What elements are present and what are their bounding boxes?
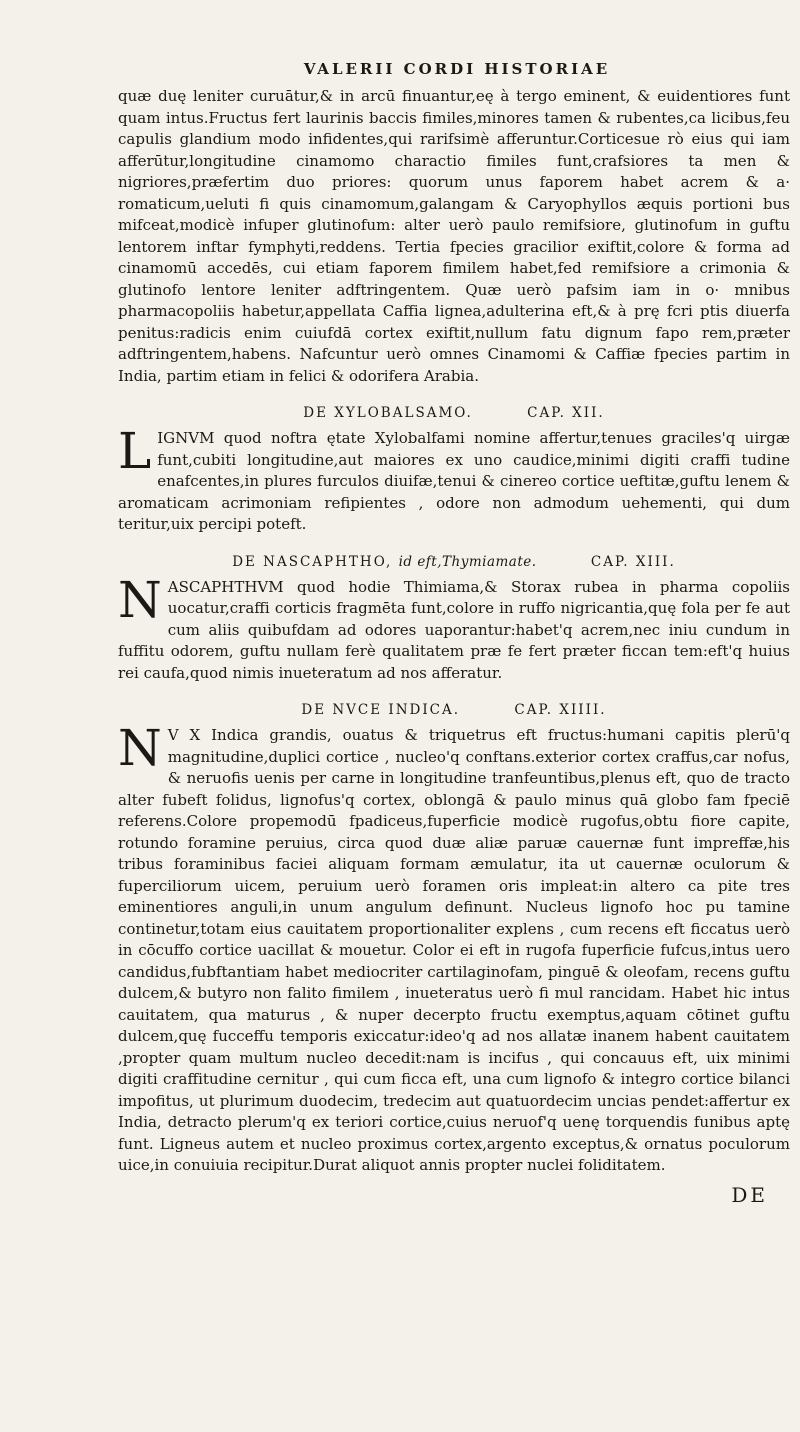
section-heading xyxy=(118,554,790,570)
section-text: V X Indica grandis, ouatus & triquetrus eft fructus:humani capitis plerū'q magnitudine,duplici cortice , nucleo'q conftans.exterior cortex craffus,car nofus, & neruofis uenis per carne in longitudine tranfeuntibus,plenus eft, quo de tracto alter fubeft folidus, lignofus'q cortex, oblongā & paulo minus quā globo fam fpeciē referens.Colore propemodū fpadiceus,fuperficie modicè rugofus,obtu fiore capite, rotundo foramine peruius, circa quod duæ aliæ paruæ cauernæ funt impreffæ,his tribus foraminibus faciei aliquam formam æmulatur, ita ut cauernæ oculorum & fuperciliorum uicem, peruium uerò foramen oris impleat:in altero ca pite tres eminentiores anguli,in unum angulum definunt. Nucleus lignofo hoc pu tamine continetur,totam eius cauitatem proportionaliter explens , cum recens eft ficcatus uerò in cōcuffo cortice uacillat & mouetur. Color ei eft in rugofa fuperficie fufcus,intus uero candidus,fubftantiam habet mediocriter cartilaginofam, pinguē & oleofam, recens guftu dulcem,& butyro non falito fimilem , inueteratus uerò fi mul rancidam. Habet hic intus cauitatem, qua maturus , & nuper decerpto fructu exemptus,aquam cōtinet guftu dulcem,quę fucceffu temporis exiccatur:ideo'q ad nos allatæ inanem habent cauitatem ,propter quam multum nucleo decedit:nam is incifus , qui concauus eft, uix minimi digiti craffitudine cernitur , qui cum ficca eft, una cum lignofo & integro cortice bilanci impofitus, ut plurimum duodecim, tredecim aut quatuordecim uncias pendet:affertur ex India, detracto plerum'q ex teriori cortice,cuius neruof'q uenę torquendis funibus aptę funt. Ligneus autem et nucleo proximus cortex,argento exceptus,& ornatus poculorum uice,in conuiuia recipitur.Durat aliquot annis propter nuclei foliditatem. xyxy=(118,726,790,1174)
intro-paragraph: quæ duę leniter curuātur,& in arcū finuantur,eę à tergo eminent, & euidentiores funt quam intus.Fructus fert laurinis baccis fimiles,minores tamen & rubentes,ca licibus,feu capulis glandium modo infidentes,qui rarifsimè afferuntur.Corticesue rò eius qui iam afferūtur,longitudine cinamomo charactio fimiles funt,crafsiores ta men & nigriores,præfertim duo priores: quorum unus faporem habet acrem & a· romaticum,ueluti fi quis cinamomum,galangam & Caryophyllos æquis portioni bus mifceat,modicè infuper glutinofum: alter uerò paulo remifsiore, glutinofum in guftu lentorem inftar fymphyti,reddens. Tertia fpecies gracilior exiftit,colore & forma ad cinamomū accedēs, cui etiam faporem fimilem habet,fed remifsiore a crimonia & glutinofo lentore leniter adftringentem. Quæ uerò pafsim iam in o· mnibus pharmacopoliis habetur,appellata Caffia lignea,adulterina eft,& à prę fcri ptis diuerfa penitus:radicis enim cuiufdā cortex exiftit,nullum fatu dignum fapo rem,præter adftringentem,habens. Nafcuntur uerò omnes Cinamomi & Caffiæ fpecies partim in India, partim etiam in felici & odorifera Arabia. xyxy=(118,87,790,385)
section-title: DE NASCAPHTHO, xyxy=(232,553,393,570)
chapter-number: CAP. XIIII. xyxy=(514,702,607,718)
section-paragraph xyxy=(118,570,790,685)
section-title: DE NVCE INDICA. xyxy=(301,702,461,718)
section-text: ASCAPHTHVM quod hodie Thimiama,& Storax rubea in pharma copoliis uocatur,craffi corticis fragmēta funt,colore in ruffo nigricantia,quę fola per fe aut cum aliis quibufdam ad odores uaporantur:habet'q acrem,nec iniu cundum in fuffitu odorem, guftu nullam ferè qualitatem præ fe fert præter ficcan tem:eft'q huius rei caufa,quod nimis inueteratum ad nos afferatur. xyxy=(118,577,790,682)
section-heading xyxy=(118,405,790,421)
section-paragraph xyxy=(118,719,790,1177)
section-nascaphtho xyxy=(118,554,790,685)
section-paragraph xyxy=(118,422,790,536)
drop-cap: N xyxy=(118,719,162,777)
section-title: DE XYLOBALSAMO. xyxy=(303,405,473,421)
chapter-number: CAP. XII. xyxy=(527,405,605,421)
catchword: DE xyxy=(731,1182,768,1207)
section-heading xyxy=(118,702,790,718)
running-head: VALERII CORDI HISTORIAE xyxy=(303,60,611,78)
section-xylobalsamo xyxy=(118,405,790,536)
section-subtitle: id eft,Thymiamate. xyxy=(398,553,537,570)
drop-cap: L xyxy=(118,422,152,480)
section-text: IGNVM quod noftra ętate Xylobalfami nomine affertur,tenues graciles'q uirgæ funt,cubiti longitudine,aut maiores ex uno caudice,minimi digiti craffi tudine enafcentes,in plures furculos diuifæ,tenui & cinereo cortice ueftitæ,guftu lenem & aromaticam acrimoniam refipientes , odore non admodum uehementi, qui dum teritur,uix percipi poteft. xyxy=(118,429,790,533)
drop-cap: N xyxy=(118,570,162,629)
chapter-number: CAP. XIII. xyxy=(590,553,676,570)
section-nuce-indica xyxy=(118,702,790,1177)
